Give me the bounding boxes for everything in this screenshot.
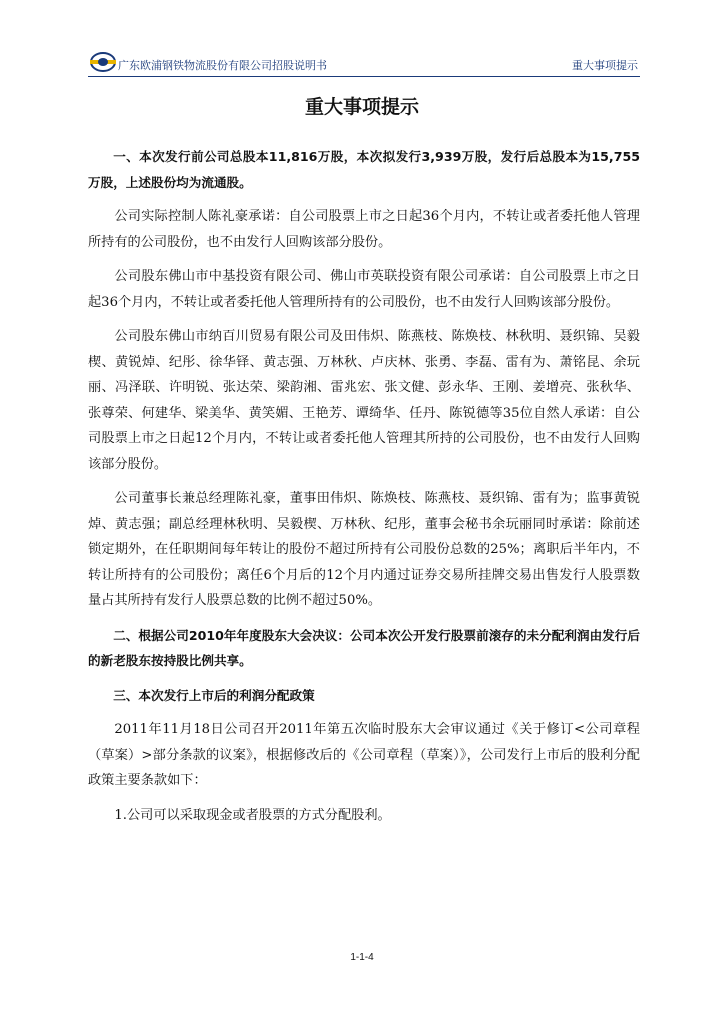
paragraph-shareholder-pledge: 公司股东佛山市中基投资有限公司、佛山市英联投资有限公司承诺：自公司股票上市之日起36个月内，不转让或者委托他人管理所持有的公司股份，也不由发行人回购该部分股份。	[88, 269, 640, 310]
paragraph-dividend-item-1: 1.公司可以采取现金或者股票的方式分配股利。	[114, 807, 391, 823]
paragraph-director-pledge: 公司董事长兼总经理陈礼豪，董事田伟炽、陈焕枝、陈燕枝、聂织锦、雷有为；监事黄锐焯、黄志强；副总经理林秋明、吴毅楔、万林秋、纪彤，董事会秘书余玩丽同时承诺：除前述锁定期外，在任职期间每年转让的股份不超过所持有公司股份总数的25%；离职后半年内，不转让所持有的公司股份；离任6个月后的12个月内通过证券交易所挂牌交易出售发行人股票数量占其所持有发行人股票总数的比例不超过50%。	[88, 491, 640, 608]
page-number: 1-1-4	[350, 952, 374, 963]
paragraph-individual-pledge: 公司股东佛山市纳百川贸易有限公司及田伟炽、陈燕枝、陈焕枝、林秋明、聂织锦、吴毅楔、黄锐焯、纪彤、徐华铎、黄志强、万林秋、卢庆林、张勇、李磊、雷有为、萧铭昆、余玩丽、冯泽联、许明锐、张达荣、梁韵湘、雷兆宏、张文健、彭永华、王刚、姜增亮、张秋华、张尊荣、何建华、梁美华、黄笑媚、王艳芳、谭绮华、任丹、陈锐德等35位自然人承诺：自公司股票上市之日起12个月内，不转让或者委托他人管理其所持的公司股份，也不由发行人回购该部分股份。	[88, 329, 640, 472]
page-title: 重大事项提示	[304, 96, 419, 118]
page-header	[88, 48, 640, 78]
paragraph-profit-sharing: 二、根据公司2010年年度股东大会决议：公司本次公开发行股票前滚存的未分配利润由发行后的新老股东按持股比例共享。	[88, 627, 640, 668]
paragraph-dividend-meeting: 2011年11月18日公司召开2011年第五次临时股东大会审议通过《关于修订<公司章程（草案）>部分条款的议案》，根据修改后的《公司章程（草案）》，公司发行上市后的股利分配政策主要条款如下：	[88, 722, 640, 788]
body-text	[88, 144, 640, 837]
document-name: 广东欧浦钢铁物流股份有限公司招股说明书	[118, 59, 327, 72]
paragraph-controller-pledge: 公司实际控制人陈礼豪承诺：自公司股票上市之日起36个月内，不转让或者委托他人管理所持有的公司股份，也不由发行人回购该部分股份。	[88, 209, 640, 250]
header-divider	[88, 76, 640, 77]
paragraph-dividend-heading: 三、本次发行上市后的利润分配政策	[113, 687, 315, 703]
company-logo-icon	[88, 50, 118, 74]
section-name: 重大事项提示	[572, 59, 638, 72]
paragraph-share-capital: 一、本次发行前公司总股本11,816万股，本次拟发行3,939万股，发行后总股本为15,755万股，上述股份均为流通股。	[88, 149, 640, 190]
